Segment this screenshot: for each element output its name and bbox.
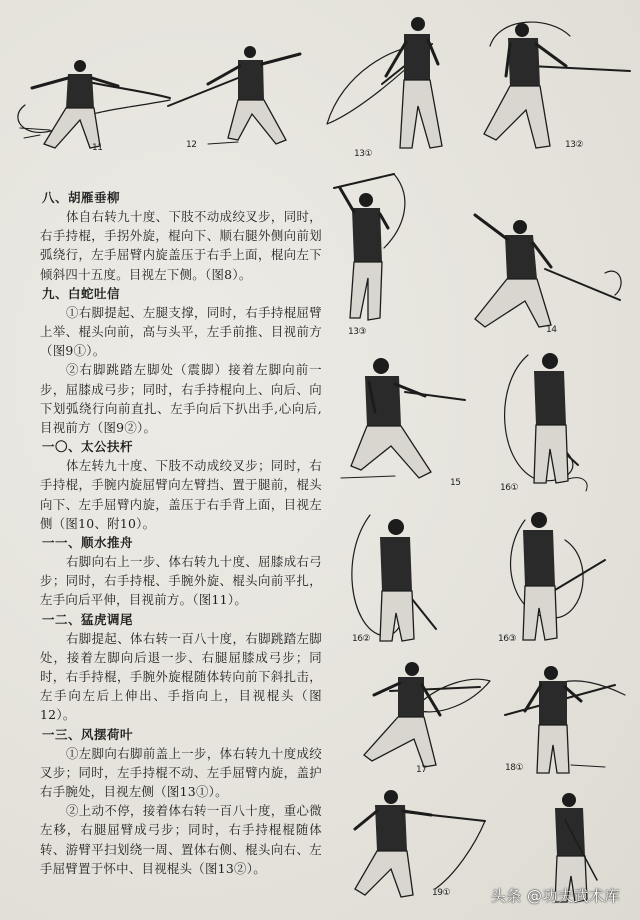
figure-caption: 18①: [505, 763, 524, 773]
section-10: [40, 437, 322, 533]
figure-caption: 13①: [354, 149, 373, 159]
paragraph: 右脚向右上一步、体右转九十度、屈膝成右弓步；同时，右手持棍、手腕外旋、棍头向前平扎，左手向后平伸，目视前方。（图11）。: [40, 554, 322, 608]
section-11: [40, 533, 322, 610]
section-13: [40, 725, 322, 878]
figure-16-2-illustration: [340, 505, 460, 650]
figure-caption: 16③: [498, 634, 517, 644]
figure-caption: 16①: [500, 483, 519, 493]
text-column: [40, 188, 322, 878]
figure-17-illustration: [330, 655, 500, 780]
section-heading: 一〇、太公扶杆: [42, 439, 134, 455]
paragraph: 体自右转九十度、下肢不动成绞叉步，同时，右手持棍，手拐外旋，棍向下、顺右腿外侧向前划弧绕行，左手屈臂内旋盖压于右手上面，棍向左下倾斜四十五度。目视左下侧。（图8）。: [40, 209, 322, 282]
section-8: [40, 188, 322, 284]
paragraph: 右脚提起、体右转一百八十度，右脚跳踏左脚处，接着左脚向后退一步、右腿屈膝成弓步；同时，右手持棍，手腕外旋棍随体转向前下斜扎击，左手向左后上伸出、手指向上，目视棍头（图12）。: [40, 630, 322, 723]
figure-18-illustration: [495, 655, 635, 780]
paragraph: ②上动不停，接着体右转一百八十度，重心微左移，右腿屈臂成弓步；同时，右手持棍棍随体转、游臂平扫划绕一周、置体右侧、棍头向右、左手屈臂置于怀中、目视棍头（图13②）。: [40, 803, 322, 876]
figure-caption: 13③: [348, 327, 367, 337]
figure-caption: 13②: [565, 140, 584, 150]
figure-13-2-illustration: [470, 16, 635, 156]
paragraph: ①右脚提起、左腿支撑，同时，右手持棍屈臂上举、棍头向前，高与头平，左手前推、目视前方（图9①）。: [40, 304, 322, 359]
section-heading: 八、胡雁垂柳: [42, 190, 121, 205]
watermark: 头条 @功夫武术库: [490, 887, 620, 905]
figure-15-illustration: [335, 352, 475, 492]
figure-caption: 11: [92, 143, 103, 153]
figure-caption: 16②: [352, 634, 371, 644]
figure-caption: 19①: [432, 888, 451, 898]
figure-19-illustration: [335, 785, 495, 905]
figure-caption: 12: [186, 140, 197, 150]
figure-12-illustration: [168, 40, 308, 152]
section-heading: 九、白蛇吐信: [42, 285, 121, 301]
figure-caption: 15: [450, 478, 461, 488]
figure-13-3-illustration: [324, 168, 434, 333]
figure-caption: 14: [546, 325, 557, 335]
figure-11-illustration: [10, 50, 170, 155]
paragraph: 体左转九十度、下肢不动成绞叉步；同时，右手持棍，手腕内旋屈臂向左臂挡、置于腿前，棍头向下、左手屈臂内旋，盖压于右手背上面，目视左侧（图10、附10）。: [40, 458, 322, 531]
paragraph: ②右脚跳踏左脚处（震脚）接着左脚向前一步，屈膝成弓步；同时，右手持棍向上、向后、向下划弧绕行向前直扎、左手向后下扒出手,心向后,目视前方（图9②）。: [40, 362, 322, 436]
section-heading: 一一、顺水推舟: [42, 535, 134, 551]
figure-caption: 17: [416, 765, 427, 775]
figure-16-3-illustration: [495, 500, 620, 650]
figure-14-illustration: [455, 205, 630, 340]
section-9: [40, 284, 322, 437]
figure-16-1-illustration: [498, 345, 618, 495]
section-heading: 一三、风摆荷叶: [42, 726, 134, 742]
section-heading: 一二、猛虎调尾: [42, 611, 134, 627]
figure-13-1-illustration: [322, 14, 462, 159]
paragraph: ①左脚向右脚前盖上一步，体右转九十度成绞叉步；同时，左手持棍不动、左手屈臂内旋，盖护右手腕处，目视左侧（图13①）。: [40, 745, 322, 800]
section-12: [40, 610, 322, 725]
